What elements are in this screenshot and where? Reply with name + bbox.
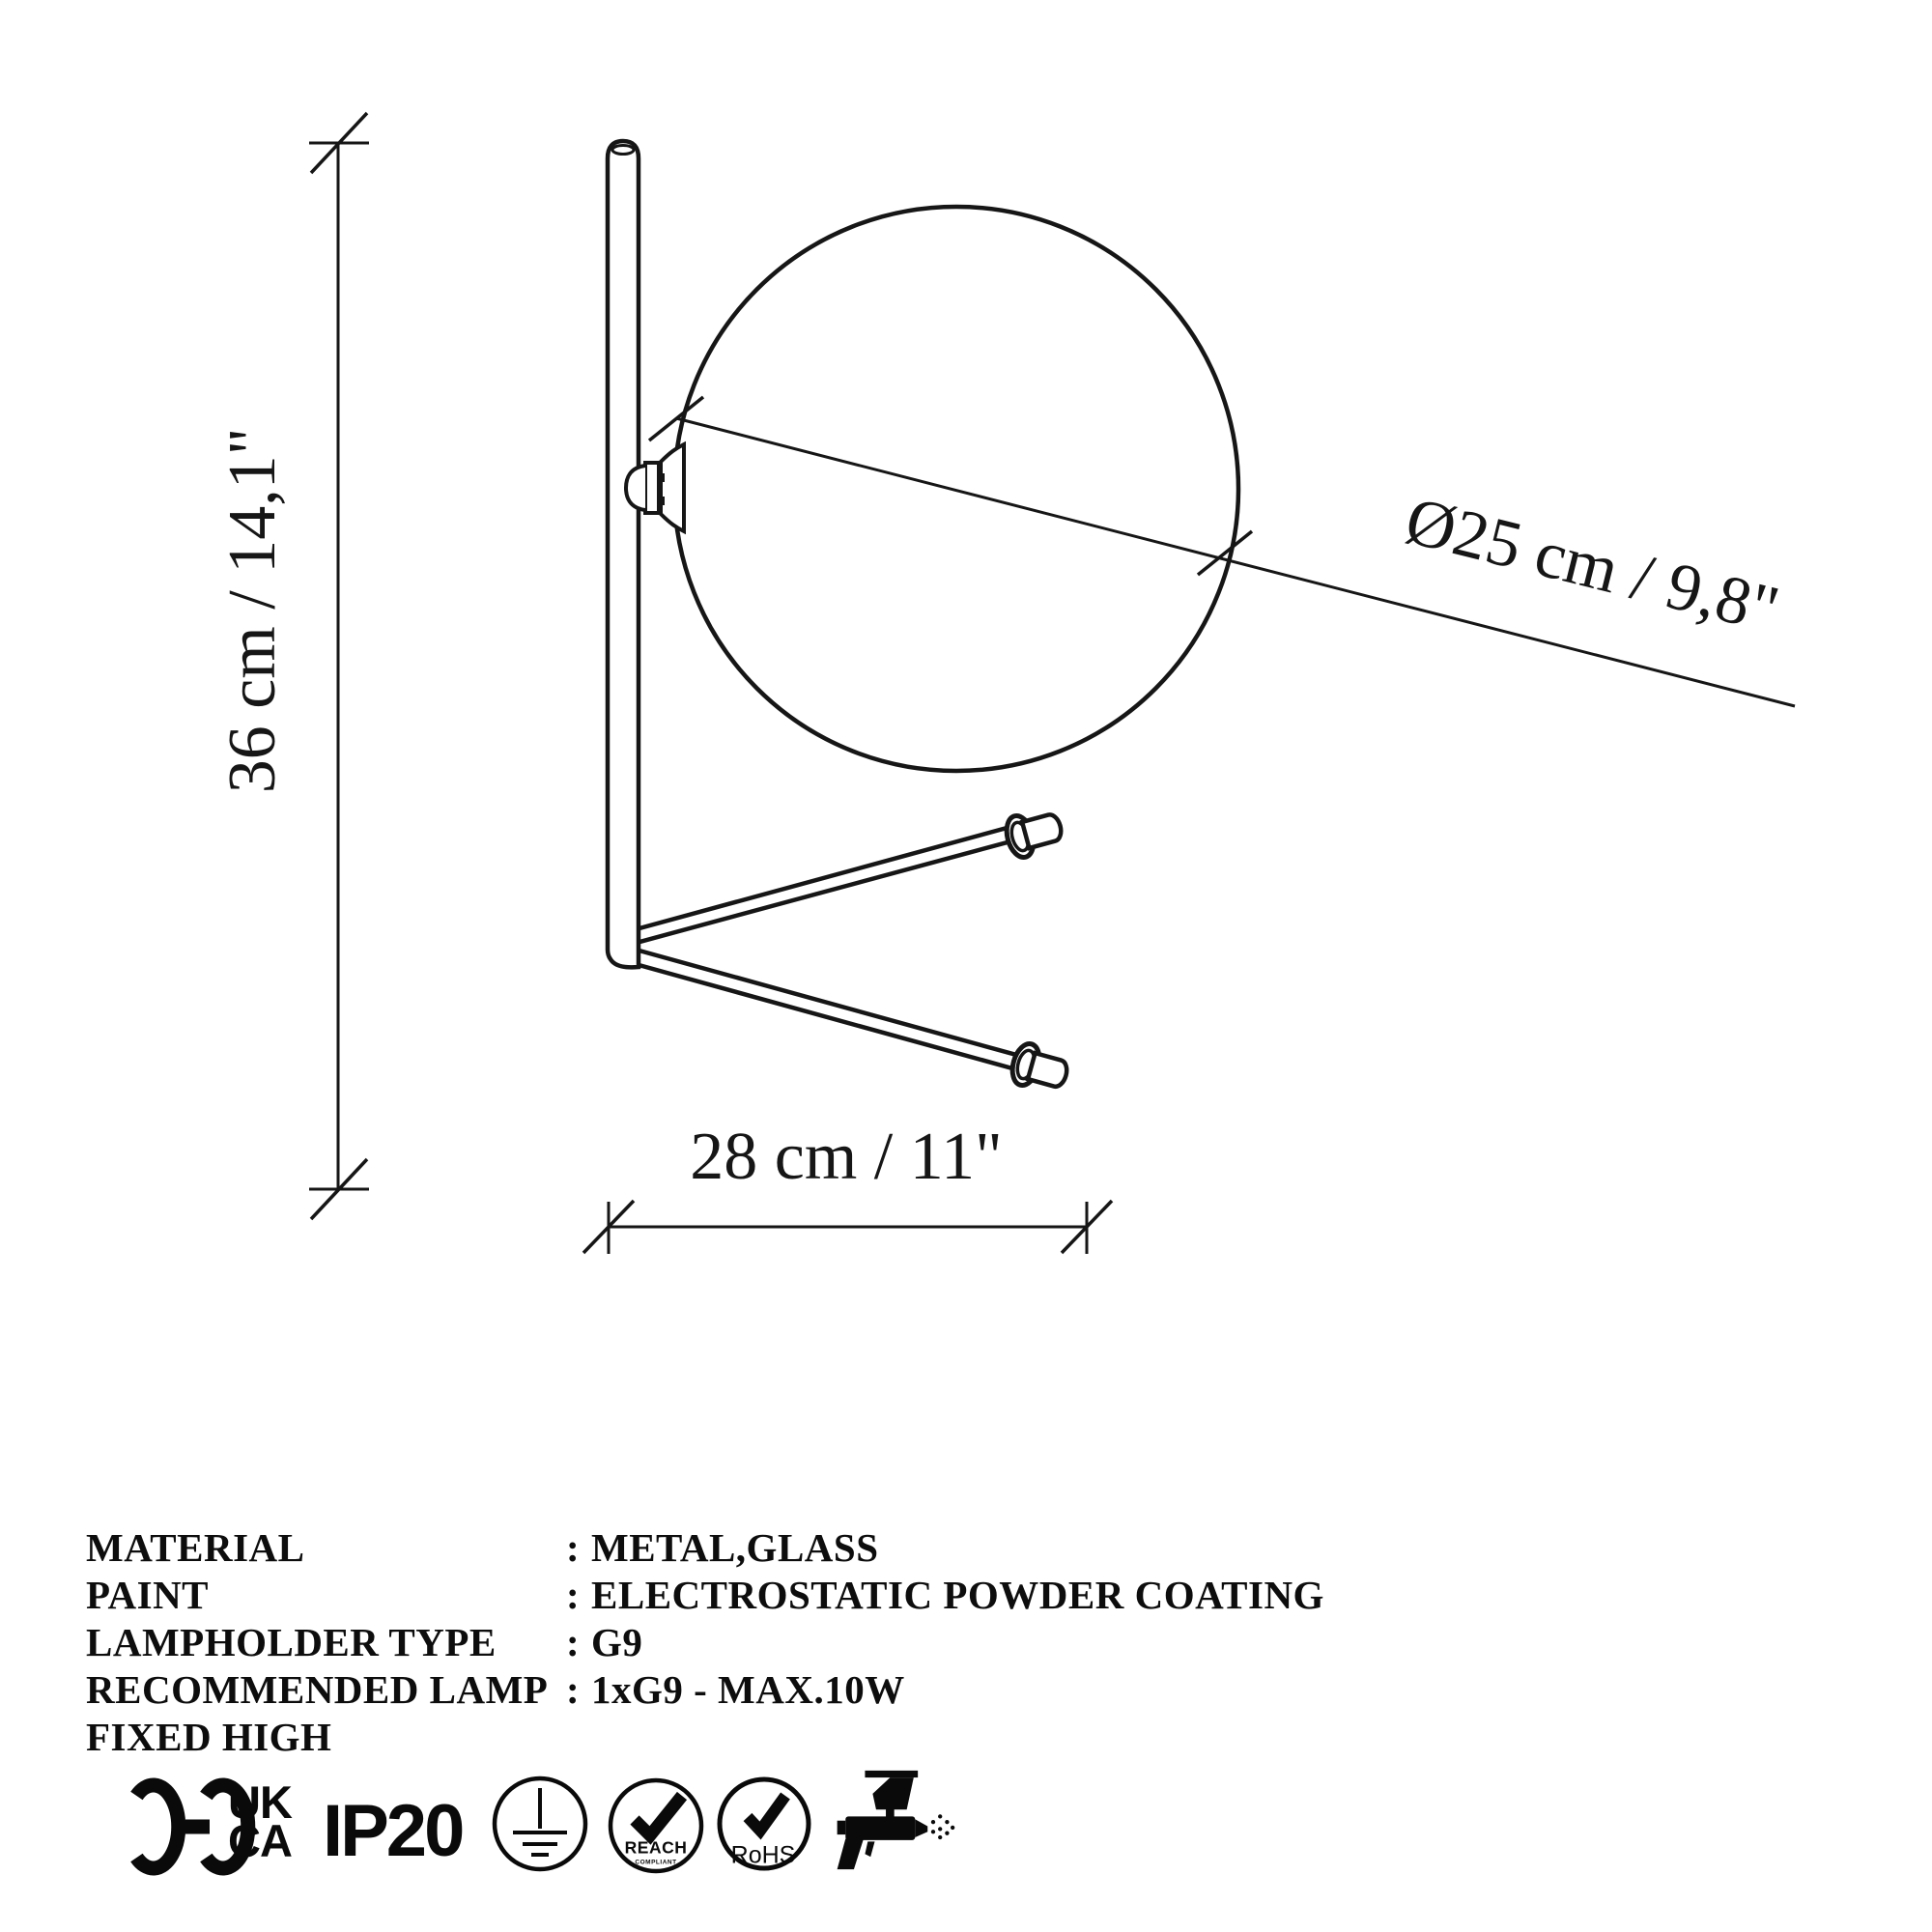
spec-row-recommended-lamp	[86, 1666, 1324, 1714]
spec-label: LAMPHOLDER TYPE	[86, 1620, 497, 1664]
spec-row-material	[86, 1524, 1324, 1572]
width-dimension-line	[583, 1201, 1112, 1254]
spec-value: G9	[591, 1620, 643, 1664]
earth-ground-icon	[495, 1778, 585, 1869]
height-dimension-label: 36 cm / 14,1"	[215, 427, 290, 794]
spec-label: PAINT	[86, 1573, 210, 1617]
arm-foot-cap	[1028, 1053, 1069, 1089]
spec-colon	[566, 1714, 591, 1761]
glass-globe-outline	[674, 207, 1238, 771]
ukca-line2: CA	[228, 1815, 292, 1866]
spec-label: MATERIAL	[86, 1525, 305, 1570]
ukca-line1: UK	[228, 1776, 292, 1828]
diameter-dimension-label: Ø25 cm / 9,8"	[1398, 483, 1786, 648]
spec-label: RECOMMENDED LAMP	[86, 1667, 549, 1712]
spec-colon: :	[566, 1620, 581, 1664]
width-dimension-label: 28 cm / 11"	[690, 1120, 1003, 1194]
spec-value: 1xG9 - MAX.10W	[591, 1667, 905, 1712]
socket-dome	[626, 466, 645, 510]
ip20-rating: IP20	[323, 1790, 463, 1872]
spec-table	[86, 1524, 1324, 1761]
lamp-pole	[608, 141, 639, 967]
socket-neck	[661, 444, 684, 531]
spec-colon: :	[566, 1525, 581, 1570]
spec-label: FIXED HIGH	[86, 1715, 332, 1759]
socket-clip-bottom	[657, 497, 665, 505]
spec-row-paint	[86, 1572, 1324, 1619]
spec-colon: :	[566, 1667, 581, 1712]
spray-paint-gun-icon	[838, 1771, 955, 1869]
base-lower-arm	[614, 945, 1071, 1096]
checkmark-icon	[748, 1796, 785, 1831]
socket-clip-top	[657, 473, 665, 482]
spec-value: ELECTROSTATIC POWDER COATING	[591, 1573, 1324, 1617]
arm-foot-cap	[1022, 812, 1064, 848]
reach-label: REACH	[624, 1837, 688, 1858]
socket-collar	[645, 463, 659, 513]
reach-sublabel: COMPLIANT	[635, 1859, 677, 1866]
base-upper-arm	[618, 805, 1065, 948]
height-dimension-line	[309, 113, 369, 1219]
checkmark-icon	[635, 1796, 682, 1835]
spec-row-lampholder	[86, 1619, 1324, 1666]
spec-value: METAL,GLASS	[591, 1525, 879, 1570]
spec-colon: :	[566, 1573, 581, 1617]
ukca-icon	[228, 1776, 292, 1866]
spec-row-fixed-high	[86, 1714, 1324, 1761]
rohs-label: RoHS	[730, 1841, 796, 1869]
